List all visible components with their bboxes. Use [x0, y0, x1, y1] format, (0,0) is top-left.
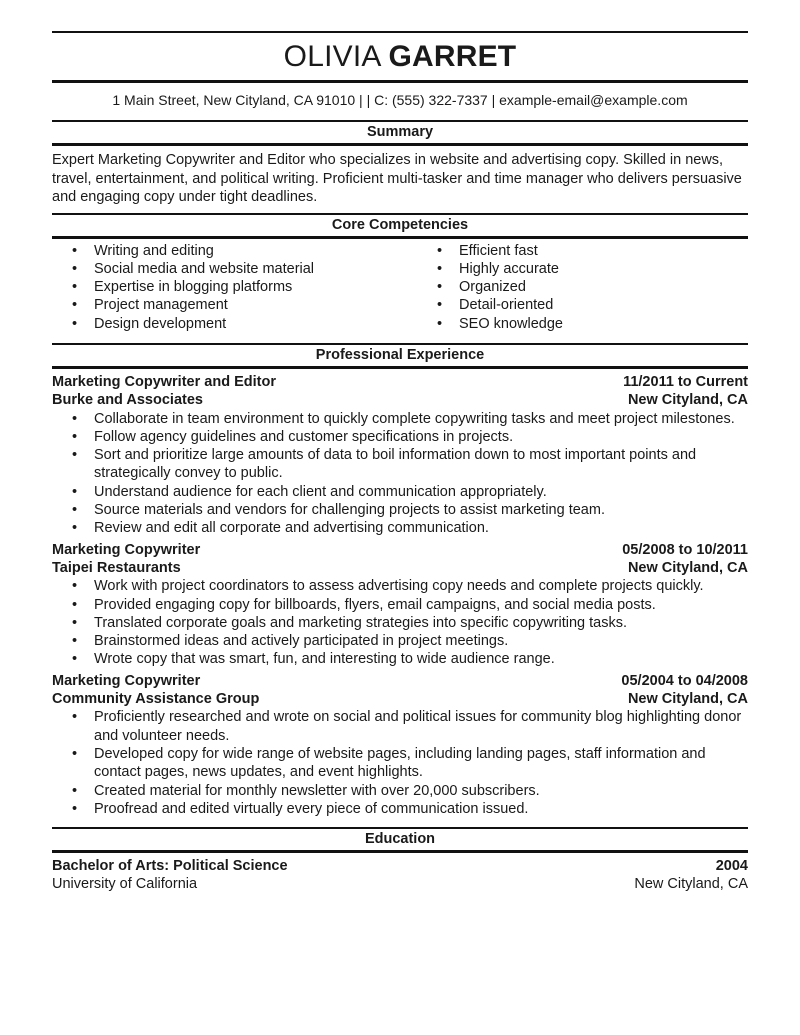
job-dates: 11/2011 to Current	[623, 373, 748, 390]
first-name: OLIVIA	[283, 40, 380, 73]
job-entry	[52, 370, 748, 538]
job-bullet: • Provided engaging copy for billboards, flyers, email campaigns, and social media posts.	[52, 596, 748, 614]
competency-item: • SEO knowledge	[417, 315, 563, 333]
competencies-list	[52, 239, 748, 343]
section-heading: Summary	[366, 124, 434, 140]
job-entry	[52, 538, 748, 669]
degree-row	[52, 857, 748, 875]
competency-item: • Writing and editing	[52, 242, 417, 260]
job-bullet: • Source materials and vendors for challenging projects to assist marketing team.	[52, 501, 748, 519]
summary-text: Expert Marketing Copywriter and Editor who specializes in website and advertising copy. Skilled in news, travel, entertainment, and political writing. Proficient multi-tasker and time manager who delivers persuasive and engaging copy under tight deadlines.	[52, 152, 742, 205]
education-section	[52, 827, 748, 894]
education-entry	[52, 853, 748, 894]
section-heading: Professional Experience	[315, 346, 485, 363]
job-dates: 05/2004 to 04/2008	[621, 672, 748, 689]
last-name: GARRET	[388, 40, 517, 73]
competency-item: • Design development	[52, 315, 417, 333]
job-location: New Cityland, CA	[627, 559, 748, 576]
school-row	[52, 875, 748, 893]
job-company: Community Assistance Group	[52, 691, 260, 708]
competency-item: • Project management	[52, 296, 417, 314]
job-bullet: • Follow agency guidelines and customer specifications in projects.	[52, 428, 748, 446]
job-bullets	[52, 577, 748, 668]
experience-section	[52, 343, 748, 827]
job-location: New Cityland, CA	[627, 691, 748, 708]
job-bullet: • Translated corporate goals and marketing strategies into specific copywriting tasks.	[52, 614, 748, 632]
job-bullet: • Developed copy for wide range of website pages, including landing pages, staff information and contact pages, news updates, and event highlights.	[52, 745, 748, 782]
job-bullet: • Collaborate in team environment to quickly complete copywriting tasks and meet project milestones.	[52, 410, 748, 428]
job-company-row	[52, 391, 748, 409]
school-location: New Cityland, CA	[634, 876, 748, 893]
job-dates: 05/2008 to 10/2011	[622, 541, 748, 558]
job-title-row	[52, 373, 748, 391]
job-bullet: • Created material for monthly newsletter with over 20,000 subscribers.	[52, 782, 748, 800]
job-title: Marketing Copywriter	[52, 672, 201, 689]
competency-item: • Expertise in blogging platforms	[52, 278, 417, 296]
competency-item: • Organized	[417, 278, 563, 296]
school: University of California	[52, 876, 198, 893]
job-bullets	[52, 410, 748, 538]
competencies-section	[52, 213, 748, 343]
graduation-year: 2004	[715, 858, 748, 875]
summary-section	[52, 120, 748, 213]
competency-item: • Detail-oriented	[417, 296, 563, 314]
job-location: New Cityland, CA	[627, 392, 748, 409]
section-heading: Core Competencies	[331, 216, 469, 233]
job-company-row	[52, 559, 748, 577]
job-bullet: • Understand audience for each client and communication appropriately.	[52, 483, 748, 501]
competencies-left	[52, 242, 417, 333]
job-title: Marketing Copywriter and Editor	[52, 373, 276, 390]
job-bullet: • Sort and prioritize large amounts of data to boil information down to most important points and strategically convey to public.	[52, 446, 748, 483]
job-bullet: • Proficiently researched and wrote on social and political issues for community blog highlighting donor and volunteer needs.	[52, 708, 748, 745]
candidate-name	[52, 33, 748, 80]
competencies-right	[417, 242, 563, 333]
job-bullet: • Work with project coordinators to assess advertising copy needs and complete projects quickly.	[52, 577, 748, 595]
job-company: Burke and Associates	[52, 392, 203, 409]
job-title: Marketing Copywriter	[52, 541, 201, 558]
resume-page	[52, 0, 748, 894]
job-bullet: • Proofread and edited virtually every piece of communication issued.	[52, 800, 748, 818]
job-title-row	[52, 672, 748, 690]
job-list	[52, 369, 748, 827]
job-bullet: • Brainstormed ideas and actively participated in project meetings.	[52, 632, 748, 650]
job-entry	[52, 669, 748, 818]
job-company: Taipei Restaurants	[52, 559, 181, 576]
job-title-row	[52, 541, 748, 559]
contact-line: 1 Main Street, New Cityland, CA 91010 | | C: (555) 322-7337 | example-email@example.com	[112, 92, 688, 108]
job-bullet: • Wrote copy that was smart, fun, and interesting to wide audience range.	[52, 650, 748, 668]
competency-item: • Social media and website material	[52, 260, 417, 278]
job-company-row	[52, 690, 748, 708]
degree: Bachelor of Arts: Political Science	[52, 858, 288, 875]
section-heading: Education	[364, 831, 436, 848]
job-bullets	[52, 708, 748, 818]
competency-item: • Highly accurate	[417, 260, 563, 278]
competency-item: • Efficient fast	[417, 242, 563, 260]
job-bullet: • Review and edit all corporate and advertising communication.	[52, 519, 748, 537]
